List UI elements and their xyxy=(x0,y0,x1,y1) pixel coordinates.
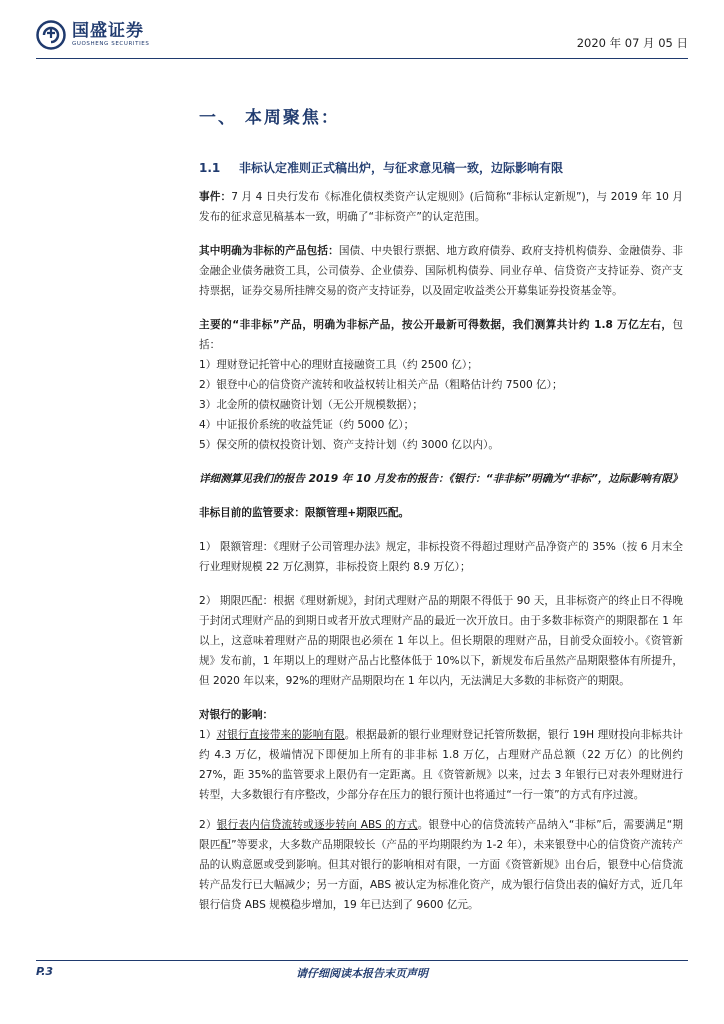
page-header xyxy=(36,18,688,59)
main-products-paragraph xyxy=(199,315,683,355)
list-item: 5）保交所的债权投资计划、资产支持计划（约 3000 亿以内）。 xyxy=(199,439,499,451)
report-reference: 详细测算见我们的报告 2019 年 10 月发布的报告：《银行：“非非标”明确为“非标”，边际影响有限》 xyxy=(199,473,683,485)
list-item: 4）中证报价系统的收益凭证（约 5000 亿）； xyxy=(199,419,415,431)
main-products-bold: 主要的“非非标”产品，明确为非标产品，按公开最新可得数据，我们测算共计约 1.8 万亿左右， xyxy=(199,319,673,331)
subsection-number: 1.1 xyxy=(199,161,221,175)
impact2-underlined: 银行表内信贷流转或逐步转向 ABS 的方式 xyxy=(216,819,418,831)
event-text: 7 月 4 日央行发布《标准化债权类资产认定规则》(后简称“非标认定新规”)，与 2019 年 10 月发布的征求意见稿基本一致，明确了“非标资产”的认定范围。 xyxy=(199,191,684,223)
list-item: 3）北金所的债权融资计划（无公开规模数据）； xyxy=(199,399,423,411)
impact-paragraph-2 xyxy=(199,815,683,915)
brand-logo xyxy=(36,20,149,50)
report-body xyxy=(199,187,683,915)
impact1-underlined: 对银行直接带来的影响有限 xyxy=(216,729,345,741)
report-date: 2020 年 07 月 05 日 xyxy=(576,36,688,50)
nonstd-label: 其中明确为非标的产品包括： xyxy=(199,245,339,257)
page-footer xyxy=(36,960,688,983)
guosheng-logo-icon xyxy=(36,20,66,50)
regulation-maturity: 2） 期限匹配：根据《理财新规》，封闭式理财产品的期限不得低于 90 天，且非标资产的终止日不得晚于封闭式理财产品的到期日或者开放式理财产品的最近一次开放日。由于多数非标资产的期限都在 1 年以上，这意味着理财产品的期限也必须在 1 年以上。但长期限的理财产品，目前受众面较小。《资管新规》发布前，1 年期以上的理财产品占比整体低于 10%以下，新规发布后虽然产品期限整体有所提升，但 2020 年以来，92%的理财产品期限均在 1 年以内，无法满足大多数的非标资产的期限。 xyxy=(199,595,683,687)
impact-title: 对银行的影响： xyxy=(199,709,274,721)
impact1-text: 。根据最新的银行业理财登记托管所数据，银行 19H 理财投向非标共计约 4.3 万亿，极端情况下即便加上所有的非非标 1.8 万亿，占理财产品总额（22 万亿）的比例约 27%，距 35%的监管要求上限仍有一定距离。且《资管新规》以来，过去 3 年银行已对表外理财进行转型，大多数银行有序整改，少部分存在压力的银行预计也将通过“一行一策”的方式有序过渡。 xyxy=(199,729,683,801)
page-number: P.3 xyxy=(36,965,54,978)
list-item: 2）银登中心的信贷资产流转和收益权转让相关产品（粗略估计约 7500 亿）； xyxy=(199,379,563,391)
section-title: 一、 本周聚焦： xyxy=(199,108,340,128)
regulation-title: 非标目前的监管要求：限额管理+期限匹配。 xyxy=(199,507,410,519)
footer-disclaimer: 请仔细阅读本报告末页声明 xyxy=(296,967,428,980)
impact2-text: 。银登中心的信贷流转产品纳入“非标”后，需要满足“期限匹配”等要求，大多数产品期限较长（产品的平均期限约为 1-2 年），未来银登中心的信贷资产流转产品的认购意愿或受到影响。但其对银行的影响相对有限，一方面《资管新规》出台后，银登中心信贷流转产品发行已大幅减少；另一方面，ABS 被认定为标准化资产，成为银行信贷出表的偏好方式，近几年银行信贷 ABS 规模稳步增加，19 年已达到了 9600 亿元。 xyxy=(199,819,683,911)
nonstd-paragraph xyxy=(199,241,683,301)
event-label: 事件： xyxy=(199,191,232,203)
impact-paragraph-1 xyxy=(199,725,683,805)
nonstd-text: 国债、中央银行票据、地方政府债券、政府支持机构债券、金融债券、非金融企业债务融资工具，公司债券、企业债券、国际机构债券、同业存单、信贷资产支持证券、资产支持票据，证券交易所挂牌交易的资产支持证券，以及固定收益类公开募集证券投资基金等。 xyxy=(199,245,684,297)
impact1-prefix: 1） xyxy=(199,729,217,741)
brand-name-cn: 国盛证券 xyxy=(72,21,144,41)
event-paragraph xyxy=(199,187,683,227)
brand-name-en: GUOSHENG SECURITIES xyxy=(72,41,150,47)
regulation-limit: 1） 限额管理：《理财子公司管理办法》规定，非标投资不得超过理财产品净资产的 35%（按 6 月末全行业理财规模 22 万亿测算，非标投资上限约 8.9 万亿）； xyxy=(199,541,683,573)
impact2-prefix: 2） xyxy=(199,819,217,831)
subsection-text: 非标认定准则正式稿出炉，与征求意见稿一致，边际影响有限 xyxy=(239,161,564,175)
subsection-title xyxy=(199,159,563,176)
list-item: 1）理财登记托管中心的理财直接融资工具（约 2500 亿）； xyxy=(199,359,478,371)
main-products-tail: 包括： xyxy=(199,319,683,351)
